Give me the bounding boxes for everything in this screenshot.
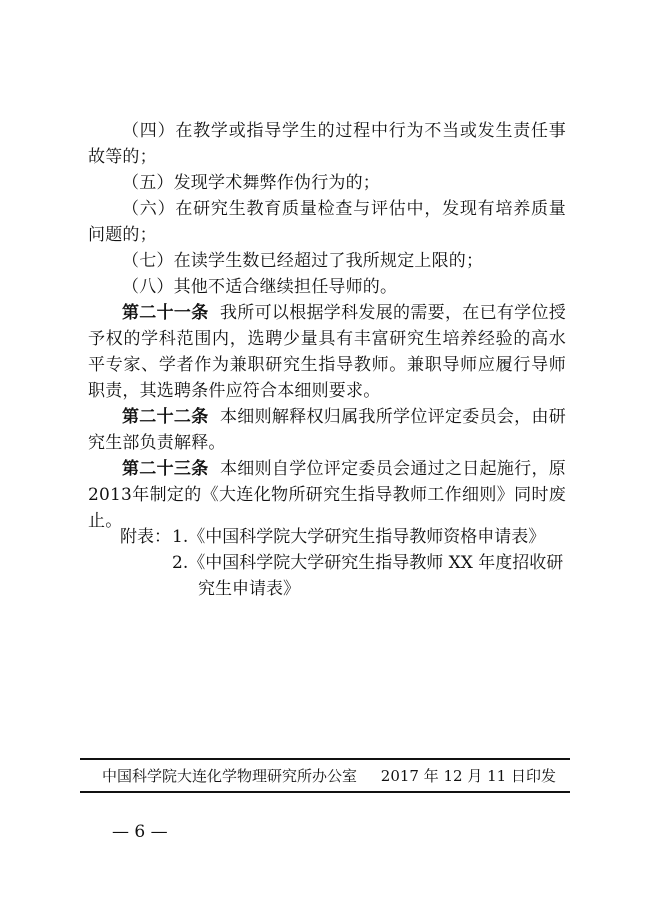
item-7: （七）在读学生数已经超过了我所规定上限的； xyxy=(122,251,484,271)
attachment-item-2-line-1: 2.《中国科学院大学研究生指导教师 XX 年度招收研 xyxy=(172,553,564,573)
article-21-text: 我所可以根据学科发展的需要，在已有学位授予权的学科范围内，选聘少量具有丰富研究生培养经验的高水平专家、学者作为兼职研究生指导教师。兼职导师应履行导师职责，其选聘条件应符合本细则要求。 xyxy=(88,303,567,401)
attachments-label: 附表： xyxy=(120,527,171,547)
item-5: （五）发现学术舞弊作伪行为的； xyxy=(122,173,380,193)
article-21 xyxy=(88,300,566,404)
article-22 xyxy=(88,404,566,456)
item-8: （八）其他不适合继续担任导师的。 xyxy=(122,277,398,297)
attachment-item-2-line-2: 究生申请表》 xyxy=(198,579,300,599)
item-6: （六）在研究生教育质量检查与评估中，发现有培养质量问题的； xyxy=(88,199,566,245)
article-22-text: 本细则解释权归属我所学位评定委员会，由研究生部负责解释。 xyxy=(88,407,567,453)
article-23-text: 本细则自学位评定委员会通过之日起施行，原2013年制定的《大连化物所研究生指导教师工作细则》同时废止。 xyxy=(88,459,567,531)
footer-date: 2017 年 12 月 11 日印发 xyxy=(380,767,556,785)
footer-top-rule xyxy=(80,758,570,760)
article-23-head: 第二十三条 xyxy=(122,459,209,479)
article-21-head: 第二十一条 xyxy=(122,303,209,323)
attachment-item-1: 1.《中国科学院大学研究生指导教师资格申请表》 xyxy=(172,527,546,547)
item-4: （四）在教学或指导学生的过程中行为不当或发生责任事故等的； xyxy=(88,121,566,167)
page-number: — 6 — xyxy=(112,822,168,842)
footer-office: 中国科学院大连化学物理研究所办公室 xyxy=(102,767,358,785)
article-22-head: 第二十二条 xyxy=(122,407,209,427)
footer-bottom-rule xyxy=(80,791,570,793)
